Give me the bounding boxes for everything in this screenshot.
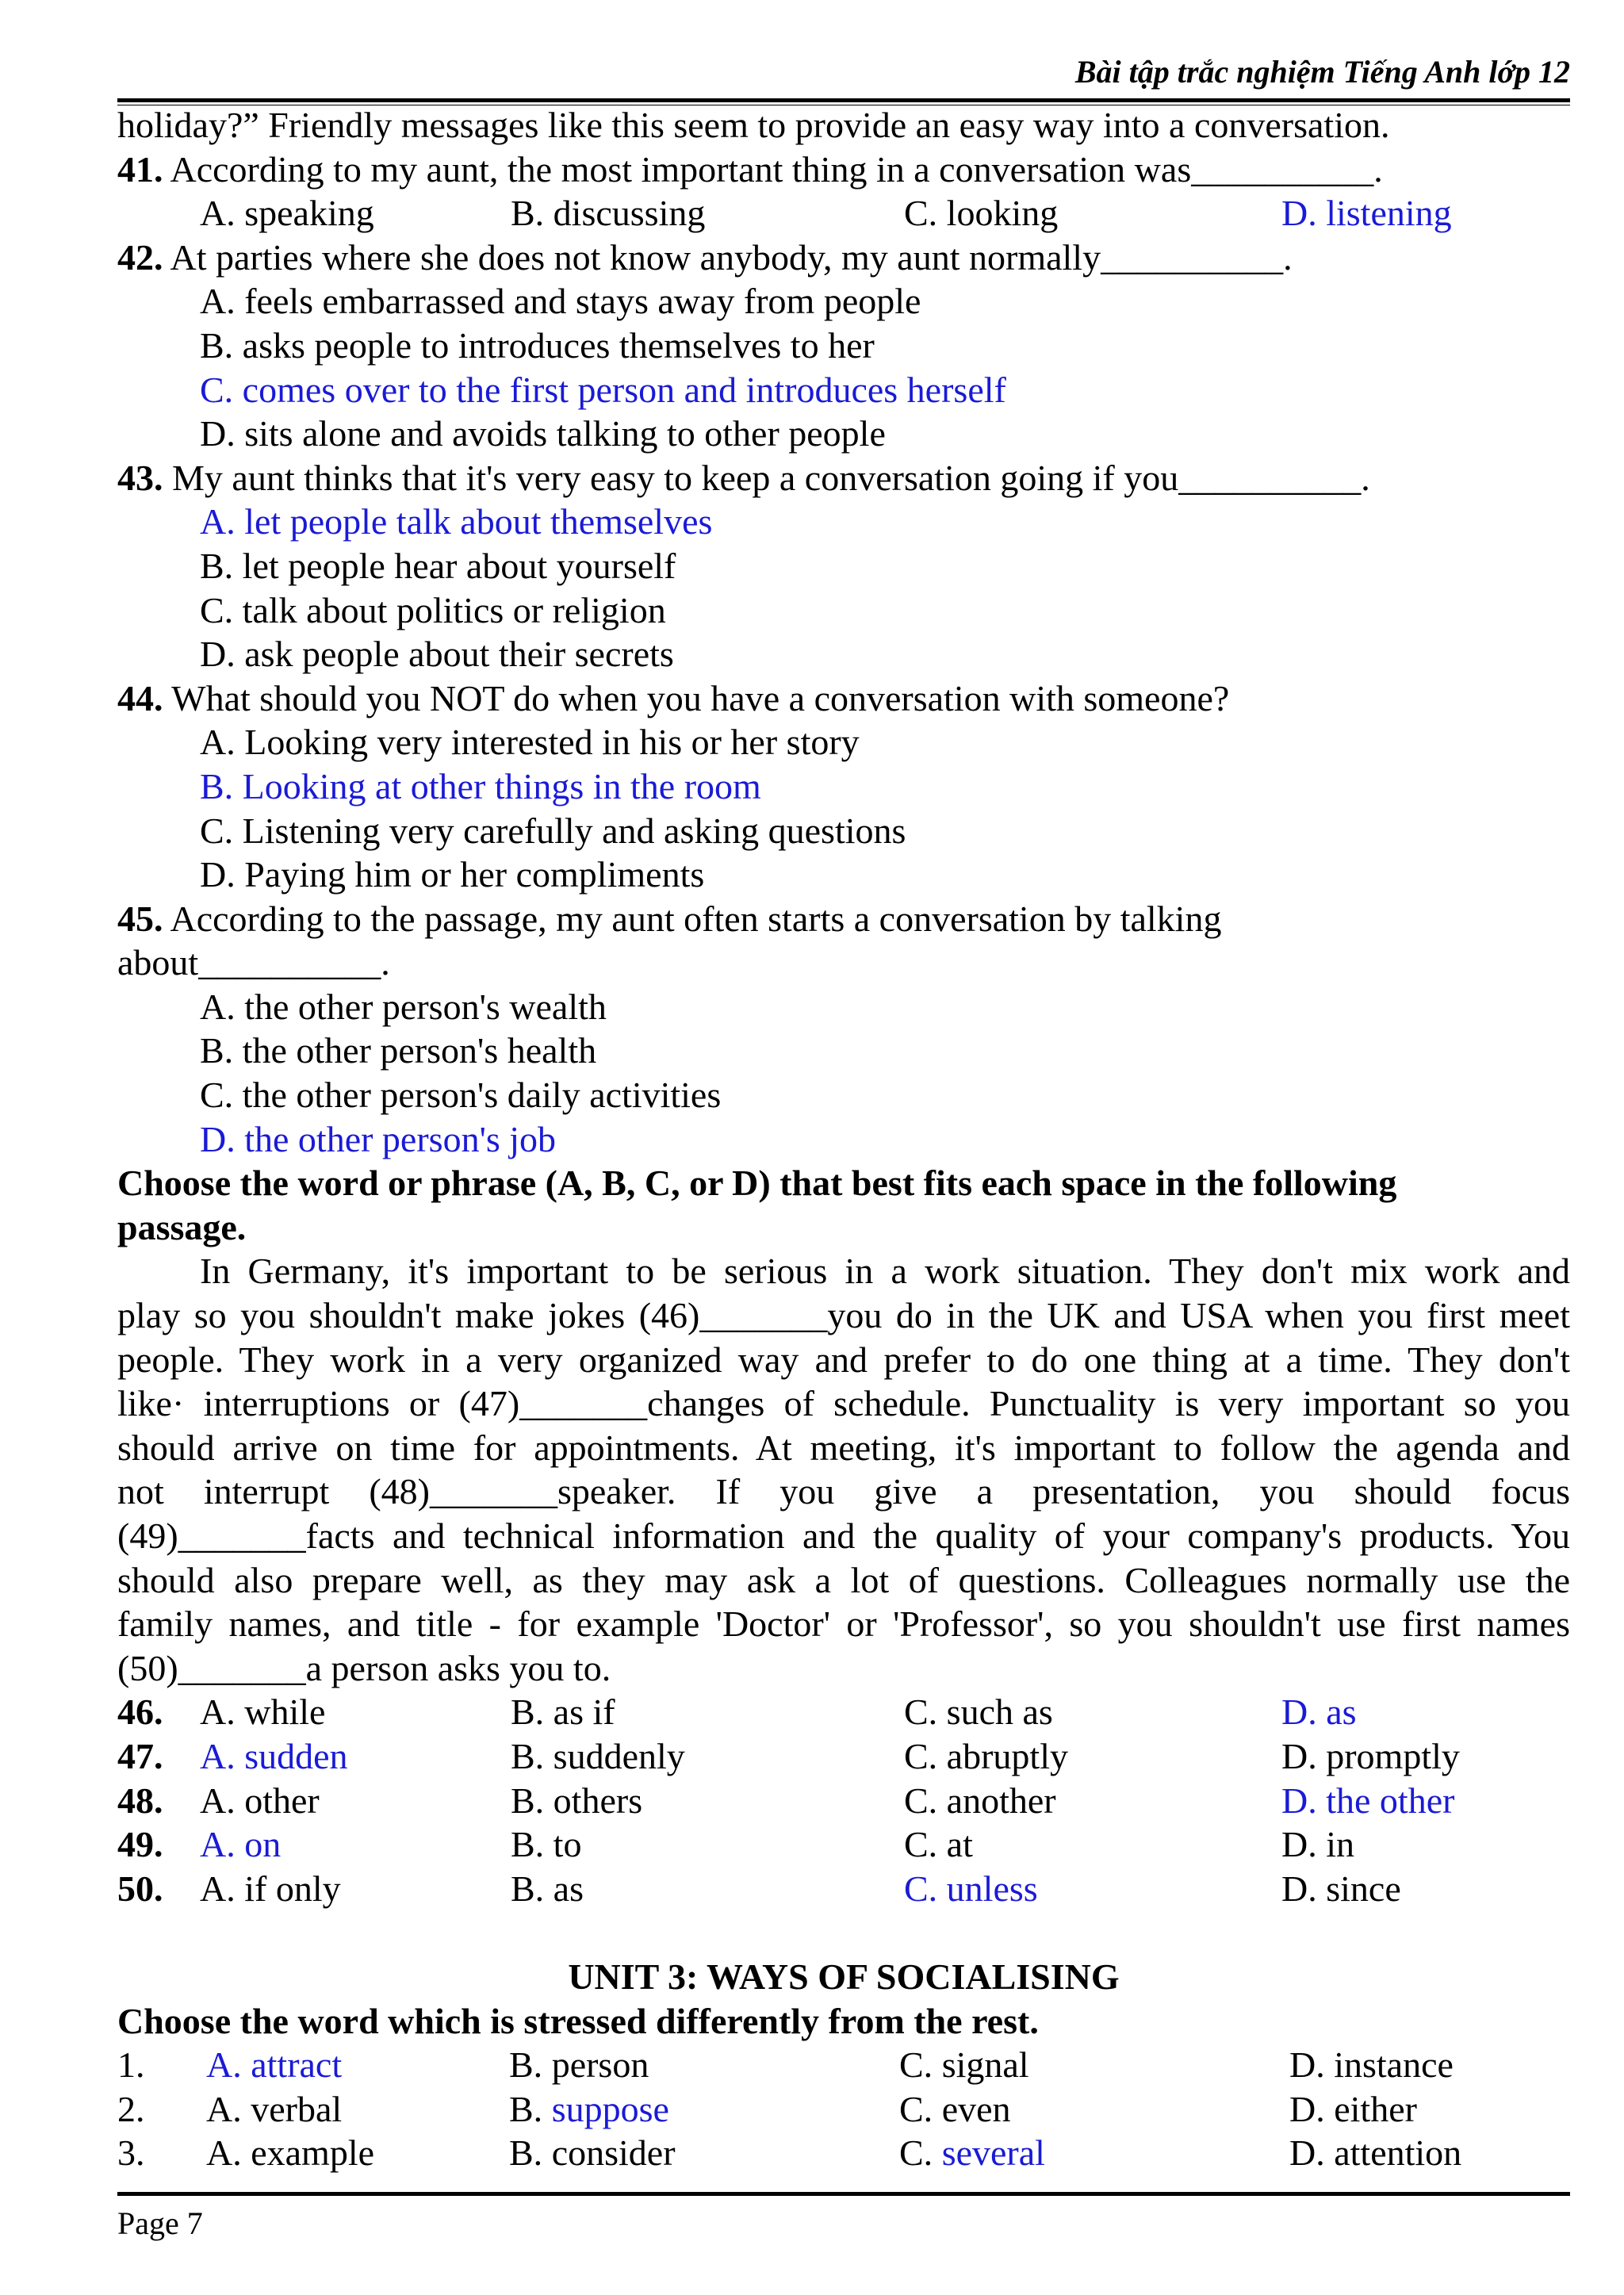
question-number: 45.	[117, 898, 163, 939]
question-number: 47.	[117, 1735, 163, 1776]
option-b: B. as	[511, 1868, 584, 1909]
option-d: D. since	[1281, 1868, 1401, 1909]
passage-line: should arrive on time for appointments. At meeting, it's important to follow the agenda and	[117, 1427, 1570, 1468]
question-45-continued: about__________.	[117, 942, 390, 983]
spacer	[117, 1910, 1570, 1955]
unit-title: UNIT 3: WAYS OF SOCIALISING	[568, 1956, 1120, 1997]
option-d-answer: D. the other	[1281, 1780, 1455, 1821]
option-b: B. as if	[511, 1692, 615, 1733]
option-d: D. Paying him or her compliments	[200, 854, 705, 895]
option-c: C. such as	[904, 1692, 1053, 1733]
question-45	[117, 897, 1570, 941]
option-b-answer: B. Looking at other things in the room	[200, 765, 761, 807]
passage-line: In Germany, it's important to be serious in a work situation. They don't mix work and	[200, 1251, 1570, 1292]
option-c: C. signal	[899, 2044, 1029, 2086]
option-a: A. example	[206, 2132, 375, 2174]
question-number: 48.	[117, 1780, 163, 1821]
question-43	[117, 456, 1570, 500]
stress-row-2	[117, 2087, 1570, 2132]
passage-line: should also prepare well, as they may ask a lot of questions. Colleagues normally use the	[117, 1559, 1570, 1600]
option-d: D. attention	[1289, 2132, 1462, 2174]
option-c: C. talk about politics or religion	[200, 589, 666, 630]
option-b: B. suddenly	[511, 1735, 685, 1776]
option-a: A. other	[200, 1780, 320, 1821]
option-a: A. verbal	[206, 2088, 343, 2129]
footer-rule	[117, 2192, 1570, 2196]
question-42	[117, 236, 1570, 280]
option-b: B. the other person's health	[200, 1030, 597, 1071]
page-content	[117, 103, 1570, 2175]
option-d: D. in	[1281, 1824, 1354, 1865]
passage-line: people. They work in a very organized way and prefer to do one thing at a time. They don't	[117, 1339, 1570, 1380]
option-d: D. ask people about their secrets	[200, 634, 674, 675]
row-number: 1.	[117, 2044, 145, 2086]
answer-row-50	[117, 1867, 1570, 1911]
passage-line: (50)_______a person asks you to.	[117, 1647, 611, 1688]
option-c: C. even	[899, 2088, 1011, 2129]
question-text: According to my aunt, the most important thing in a conversation was__________.	[170, 148, 1383, 190]
answer-row-46	[117, 1690, 1570, 1734]
option-c: C. the other person's daily activities	[200, 1075, 722, 1116]
option-a: A. feels embarrassed and stays away from people	[200, 281, 921, 322]
option-c-answer: C. comes over to the first person and introduces herself	[200, 369, 1006, 410]
option-a: A. speaking	[200, 193, 374, 234]
unit-heading: Choose the word which is stressed differently from the rest.	[117, 2000, 1039, 2041]
option-a: A. Looking very interested in his or her story	[200, 722, 860, 763]
option-d: D. promptly	[1281, 1735, 1460, 1776]
question-number: 44.	[117, 677, 163, 718]
question-text: According to the passage, my aunt often starts a conversation by talking	[170, 898, 1222, 939]
option-c: C. Listening very carefully and asking questions	[200, 810, 906, 851]
answer-row-49	[117, 1822, 1570, 1867]
option-d-answer: D. as	[1281, 1692, 1357, 1733]
option-b: B. let people hear about yourself	[200, 545, 676, 586]
question-number: 49.	[117, 1824, 163, 1865]
option-b: B. consider	[509, 2132, 676, 2174]
row-number: 2.	[117, 2088, 145, 2129]
option-c: C. at	[904, 1824, 973, 1865]
option-a-answer: A. sudden	[200, 1735, 348, 1776]
option-d-answer: D. the other person's job	[200, 1118, 557, 1159]
passage-line: play so you shouldn't make jokes (46)_______you do in the UK and USA when you first meet	[117, 1295, 1570, 1336]
option-d: D. instance	[1289, 2044, 1454, 2086]
option-b: B. discussing	[511, 193, 706, 234]
option-a-answer: A. attract	[206, 2044, 343, 2086]
option-b: B. to	[511, 1824, 582, 1865]
page-header: Bài tập trắc nghiệm Tiếng Anh lớp 12	[1074, 54, 1570, 90]
page-number: Page 7	[117, 2205, 203, 2241]
option-c: C. another	[904, 1780, 1056, 1821]
question-number: 41.	[117, 148, 163, 190]
question-text: At parties where she does not know anybody, my aunt normally__________.	[170, 236, 1293, 278]
option-d: D. sits alone and avoids talking to other people	[200, 413, 886, 454]
stress-row-3	[117, 2131, 1570, 2175]
option-a: A. if only	[200, 1868, 341, 1909]
answer-row-48	[117, 1779, 1570, 1823]
row-number: 3.	[117, 2132, 145, 2174]
option-d: D. either	[1289, 2088, 1417, 2129]
option-b: B. person	[509, 2044, 649, 2086]
passage-line: like· interruptions or (47)_______changes of schedule. Punctuality is very important so you	[117, 1383, 1570, 1424]
question-number: 43.	[117, 457, 163, 498]
question-number: 42.	[117, 236, 163, 278]
question-text: What should you NOT do when you have a conversation with someone?	[171, 677, 1230, 718]
question-41-options	[117, 191, 1570, 236]
option-c-answer: C. unless	[904, 1868, 1038, 1909]
option-b: B. others	[511, 1780, 643, 1821]
question-41	[117, 148, 1570, 192]
section-heading-continued: passage.	[117, 1206, 247, 1247]
passage-line: family names, and title - for example 'Doctor' or 'Professor', so you shouldn't use first names	[117, 1603, 1570, 1645]
passage-line: not interrupt (48)_______speaker. If you give a presentation, you should focus	[117, 1471, 1570, 1512]
option-d-answer: D. listening	[1281, 193, 1452, 234]
intro-line: holiday?” Friendly messages like this seem to provide an easy way into a conversation.	[117, 105, 1390, 145]
option-a: A. while	[200, 1692, 326, 1733]
passage	[117, 1249, 1570, 1690]
question-number: 46.	[117, 1692, 163, 1733]
answer-row-47	[117, 1734, 1570, 1779]
option-b: B. asks people to introduces themselves to her	[200, 324, 875, 366]
option-c-answer: C. several	[899, 2132, 1045, 2174]
question-44	[117, 676, 1570, 721]
question-text: My aunt thinks that it's very easy to keep a conversation going if you__________.	[172, 457, 1370, 498]
section-heading: Choose the word or phrase (A, B, C, or D) that best fits each space in the following	[117, 1163, 1397, 1204]
passage-line: (49)_______facts and technical information and the quality of your company's products. You	[117, 1515, 1570, 1556]
option-a: A. the other person's wealth	[200, 986, 607, 1027]
stress-row-1	[117, 2043, 1570, 2087]
question-number: 50.	[117, 1868, 163, 1909]
option-b-answer: B. suppose	[509, 2088, 669, 2129]
header-rule	[117, 98, 1570, 102]
option-c: C. looking	[904, 193, 1059, 234]
option-c: C. abruptly	[904, 1735, 1068, 1776]
option-a-answer: A. on	[200, 1824, 282, 1865]
option-a-answer: A. let people talk about themselves	[200, 501, 713, 542]
